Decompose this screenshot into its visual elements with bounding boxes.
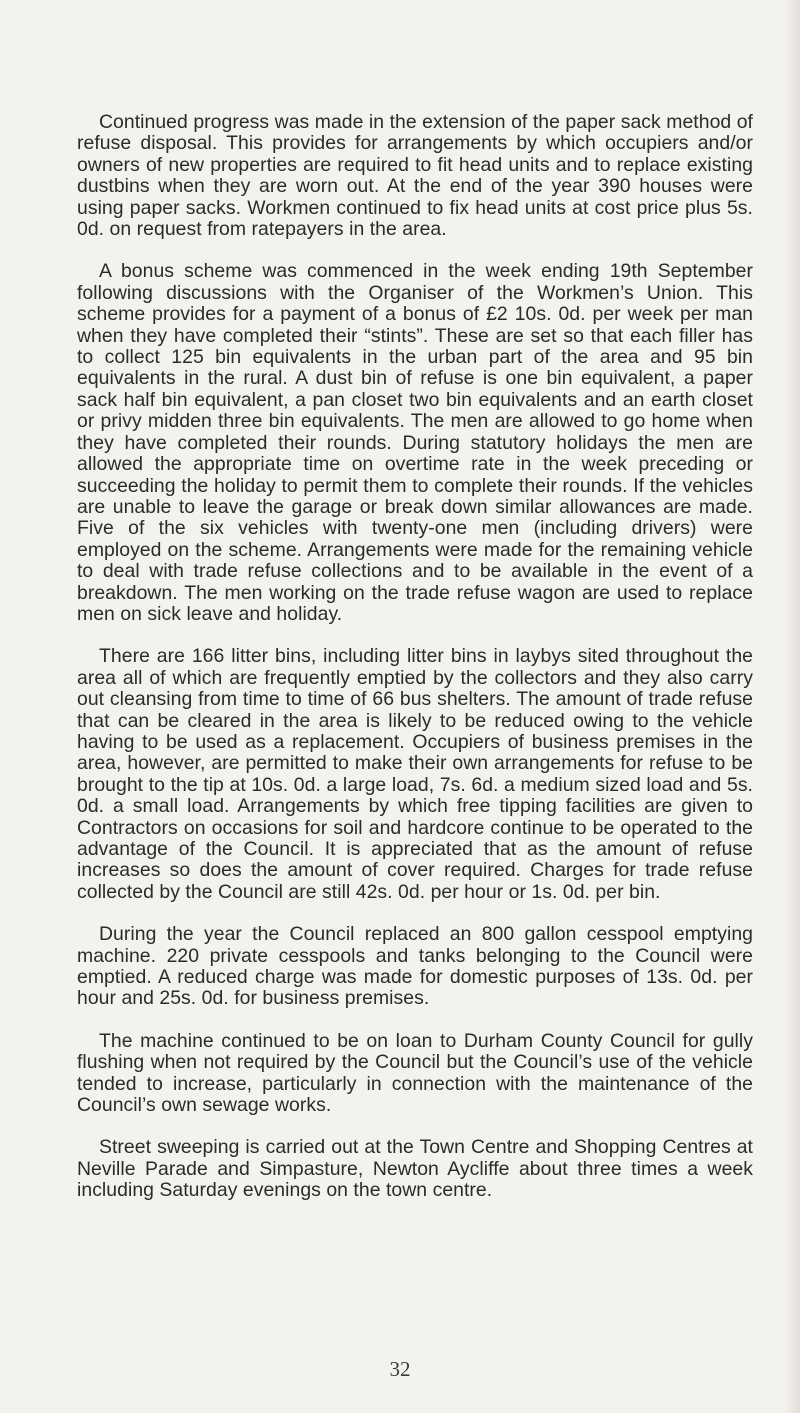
paragraph-bonus-scheme: A bonus scheme was commenced in the week ending 19th September following discussions with the Organiser of the Workmen’s Union. This scheme provides for a payment of a bonus of £2 10s. 0d. per week per man when they have completed their “stints”. These are set so that each filler has to collect 125 bin equivalents in the urban part of the area and 95 bin equivalents in the rural. A dust bin of refuse is one bin equivalent, a paper sack half bin equivalent, a pan closet two bin equivalents and an earth closet or privy midden three bin equivalents. The men are allowed to go home when they have completed their rounds. During statutory holidays the men are allowed the appropriate time on overtime rate in the week preceding or succeeding the holiday to permit them to complete their rounds. If the vehicles are unable to leave the garage or break down similar allowances are made. Five of the six vehicles with twenty-one men (including drivers) were employed on the scheme. Arrangements were made for the remaining vehicle to deal with trade refuse collections and to be available in the event of a breakdown. The men working on the trade refuse wagon are used to replace men on sick leave and holiday.: [77, 260, 753, 625]
paragraph-paper-sacks: Continued progress was made in the extension of the paper sack method of refuse disposal. This provides for arrangements by which occupiers and/or owners of new properties are required to fit head units and to replace existing dustbins when they are worn out. At the end of the year 390 houses were using paper sacks. Workmen continued to fix head units at cost price plus 5s. 0d. on request from ratepayers in the area.: [77, 111, 753, 241]
paragraph-gully-flushing: The machine continued to be on loan to Durham County Council for gully flushing when not required by the Council but the Council’s use of the vehicle tended to increase, particularly in connection with the maintenance of the Council’s own sewage works.: [77, 1029, 753, 1117]
paragraph-street-sweeping: Street sweeping is carried out at the Town Centre and Shopping Centres at Neville Parade and Simpasture, Newton Aycliffe about three times a week including Saturday evenings on the town centre.: [77, 1136, 753, 1202]
paragraph-litter-bins: There are 166 litter bins, including litter bins in laybys sited throughout the area all of which are frequently emptied by the collectors and they also carry out cleansing from time to time of 66 bus shelters. The amount of trade refuse that can be cleared in the area is likely to be reduced owing to the vehicle having to be used as a replacement. Occupiers of business premises in the area, however, are permitted to make their own arrangements for refuse to be brought to the tip at 10s. 0d. a large load, 7s. 6d. a medium sized load and 5s. 0d. a small load. Arrangements by which free tipping facilities are given to Contractors on occasions for soil and hardcore continue to be operated to the advantage of the Council. It is appreciated that as the amount of refuse increases so does the amount of cover required. Charges for trade refuse collected by the Council are still 42s. 0d. per hour or 1s. 0d. per bin.: [77, 645, 753, 903]
paragraph-cesspool: During the year the Council replaced an 800 gallon cesspool emptying machine. 220 private cesspools and tanks belonging to the Council were emptied. A reduced charge was made for domestic purposes of 13s. 0d. per hour and 25s. 0d. for business premises.: [77, 923, 753, 1010]
page-edge-shadow: [786, 0, 800, 1413]
page-number: 32: [389, 1357, 411, 1381]
body-text: [77, 112, 753, 1223]
